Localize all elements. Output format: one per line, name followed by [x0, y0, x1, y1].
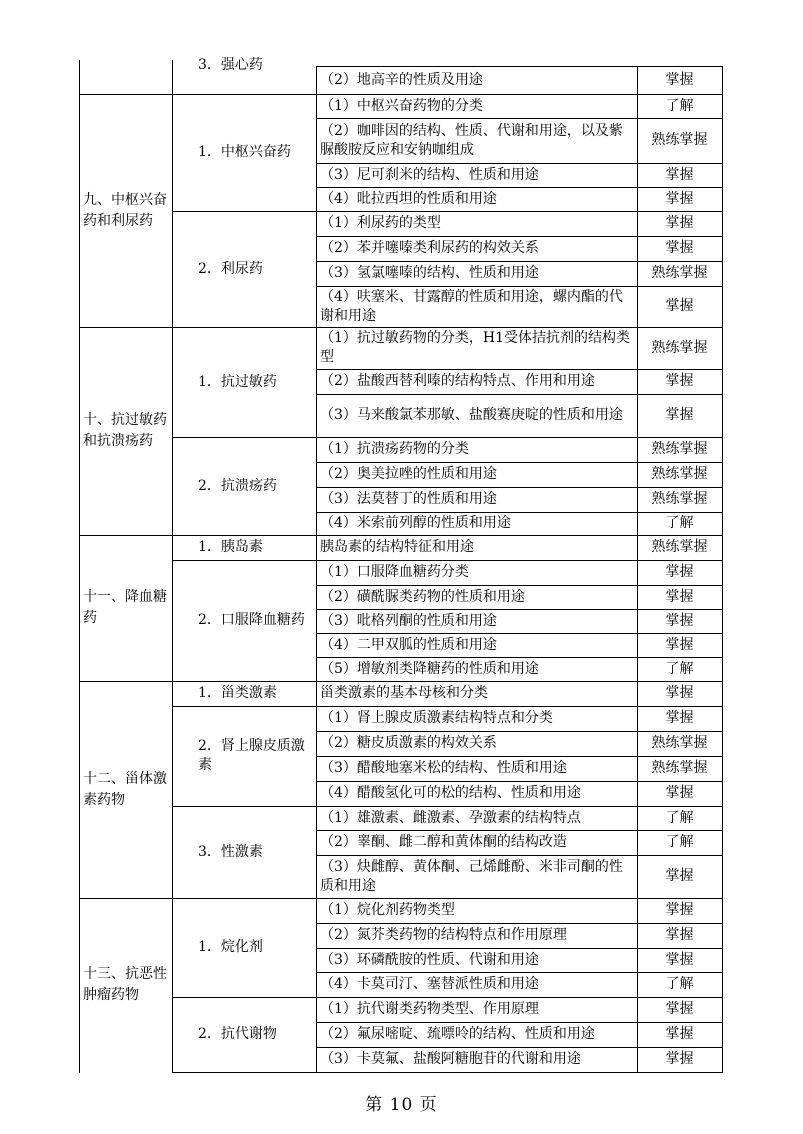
- category-cell: 九、中枢兴奋药和利尿药: [83, 191, 167, 229]
- level-cell: 掌握: [665, 868, 694, 884]
- subcategory-cell: 1．胰岛素: [198, 539, 263, 555]
- level-cell: 掌握: [665, 612, 694, 629]
- content-cell: （4）米索前列醇的性质和用途: [320, 515, 511, 531]
- content-cell: （3）法莫替丁的性质和用途: [320, 491, 497, 507]
- content-cell: （2）奥美拉唑的性质和用途: [320, 466, 497, 482]
- subcategory-cell: 2．口服降血糖药: [198, 612, 305, 628]
- content-cell: （1）中枢兴奋药物的分类: [320, 97, 483, 114]
- content-cell: （1）抗过敏药物的分类，H1受体拮抗剂的结构类型: [320, 330, 631, 365]
- subcategory-cell: 1．烷化剂: [198, 939, 263, 955]
- subcategory-cell: 2．利尿药: [198, 260, 263, 277]
- subcategory-cell: 1．甾类激素: [198, 685, 277, 701]
- content-cell: （2）地高辛的性质及用途: [320, 71, 483, 88]
- content-cell: （1）抗溃疡药物的分类: [320, 441, 469, 457]
- level-cell: 了解: [665, 809, 694, 826]
- level-cell: 了解: [665, 834, 694, 850]
- level-cell: 掌握: [665, 71, 694, 88]
- level-cell: 掌握: [665, 685, 694, 701]
- content-cell: （2）氮芥类药物的结构特点和作用原理: [320, 927, 567, 943]
- subcategory-cell: 1．中枢兴奋药: [198, 144, 291, 160]
- content-cell: （4）吡拉西坦的性质和用途: [320, 190, 497, 207]
- content-cell: （5）增敏剂类降糖药的性质和用途: [320, 660, 539, 677]
- column-rule: [172, 60, 173, 1073]
- level-cell: 熟练掌握: [651, 760, 708, 776]
- content-cell: （1）烷化剂药物类型: [320, 902, 455, 918]
- column-rule: [637, 66, 638, 1073]
- level-cell: 熟练掌握: [651, 441, 708, 457]
- column-rule: [316, 66, 317, 1073]
- category-cell: 十、抗过敏药和抗溃疡药: [83, 412, 167, 449]
- content-cell: （2）氟尿嘧啶、巯嘌呤的结构、性质和用途: [320, 1026, 595, 1042]
- content-cell: （2）苯并噻嗪类利尿药的构效关系: [320, 240, 539, 256]
- level-cell: 掌握: [665, 927, 694, 943]
- level-cell: 掌握: [665, 588, 694, 605]
- level-cell: 掌握: [665, 215, 694, 231]
- level-cell: 掌握: [665, 1051, 694, 1067]
- category-cell: 十三、抗恶性肿瘤药物: [83, 966, 167, 1003]
- content-cell: （2）睾酮、雌二醇和黄体酮的结构改造: [320, 834, 567, 850]
- level-cell: 掌握: [665, 564, 694, 580]
- category-cell: 十一、降血糖药: [83, 589, 167, 626]
- content-cell: （2）磺酰脲类药物的性质和用途: [320, 588, 525, 605]
- level-cell: 了解: [665, 660, 694, 677]
- page-number: 第 10 页: [365, 1095, 438, 1115]
- content-cell: 甾类激素的基本母核和分类: [320, 685, 488, 701]
- level-cell: 熟练掌握: [651, 539, 708, 555]
- level-cell: 掌握: [665, 785, 694, 801]
- level-cell: 掌握: [665, 1001, 694, 1017]
- content-cell: （1）雄激素、雌激素、孕激素的结构特点: [320, 809, 581, 826]
- level-cell: 熟练掌握: [651, 132, 708, 148]
- top-border: [316, 66, 723, 67]
- content-cell: （2）糖皮质激素的构效关系: [320, 735, 497, 751]
- category-cell: 十二、甾体激素药物: [83, 770, 167, 808]
- level-cell: 掌握: [665, 407, 694, 423]
- level-cell: 了解: [665, 976, 694, 992]
- level-cell: 熟练掌握: [651, 265, 708, 281]
- content-cell: （1）肾上腺皮质激素结构特点和分类: [320, 710, 553, 726]
- content-cell: （3）吡格列酮的性质和用途: [320, 612, 497, 629]
- content-cell: （4）二甲双胍的性质和用途: [320, 636, 497, 653]
- content-cell: （1）口服降血糖药分类: [320, 564, 469, 580]
- content-cell: （3）尼可刹米的结构、性质和用途: [320, 166, 539, 183]
- content-cell: （3）马来酸氯苯那敏、盐酸赛庚啶的性质和用途: [320, 407, 623, 423]
- content-cell: （3）氢氯噻嗪的结构、性质和用途: [320, 265, 539, 281]
- content-cell: （2）咖啡因的结构、性质、代谢和用途，以及紫脲酸胺反应和安钠咖组成: [320, 122, 623, 158]
- subcategory-cell: 2．抗溃疡药: [198, 477, 277, 494]
- level-cell: 熟练掌握: [651, 491, 708, 507]
- subcategory-cell: 3．强心药: [198, 57, 263, 73]
- level-cell: 掌握: [665, 636, 694, 653]
- column-rule: [722, 66, 723, 1073]
- level-cell: 了解: [665, 515, 694, 531]
- level-cell: 掌握: [665, 240, 694, 256]
- content-cell: （3）炔雌醇、黄体酮、己烯雌酚、米非司酮的性质和用途: [320, 858, 623, 894]
- subcategory-cell: 3．性激素: [198, 843, 263, 860]
- content-cell: （4）呋塞米、甘露醇的性质和用途，螺内酯的代谢和用途: [320, 288, 623, 324]
- level-cell: 了解: [665, 97, 694, 114]
- content-cell: 胰岛素的结构特征和用途: [320, 539, 474, 555]
- subcategory-divider: [172, 1072, 316, 1073]
- subcategory-cell: 2．抗代谢物: [198, 1026, 277, 1042]
- content-cell: （1）抗代谢类药物类型、作用原理: [320, 1001, 539, 1017]
- column-rule: [79, 60, 80, 1073]
- level-cell: 掌握: [665, 298, 694, 314]
- content-cell: （2）盐酸西替利嗪的结构特点、作用和用途: [320, 373, 595, 389]
- level-cell: 掌握: [665, 166, 694, 183]
- level-cell: 掌握: [665, 902, 694, 918]
- subcategory-cell: 1．抗过敏药: [198, 373, 277, 390]
- content-cell: （1）利尿药的类型: [320, 215, 441, 231]
- content-cell: （3）环磷酰胺的性质、代谢和用途: [320, 951, 539, 968]
- level-cell: 熟练掌握: [651, 339, 708, 356]
- level-cell: 掌握: [665, 1026, 694, 1042]
- level-cell: 掌握: [665, 190, 694, 207]
- level-cell: 熟练掌握: [651, 466, 708, 482]
- row-divider: [316, 1072, 723, 1073]
- content-cell: （3）醋酸地塞米松的结构、性质和用途: [320, 760, 567, 776]
- level-cell: 掌握: [665, 710, 694, 726]
- level-cell: 掌握: [665, 951, 694, 968]
- content-cell: （4）醋酸氢化可的松的结构、性质和用途: [320, 785, 581, 801]
- content-cell: （3）卡莫氟、盐酸阿糖胞苷的代谢和用途: [320, 1051, 581, 1067]
- level-cell: 掌握: [665, 373, 694, 389]
- level-cell: 熟练掌握: [651, 735, 708, 751]
- content-cell: （4）卡莫司汀、塞替派性质和用途: [320, 976, 539, 992]
- subcategory-cell: 2．肾上腺皮质激素: [198, 738, 305, 773]
